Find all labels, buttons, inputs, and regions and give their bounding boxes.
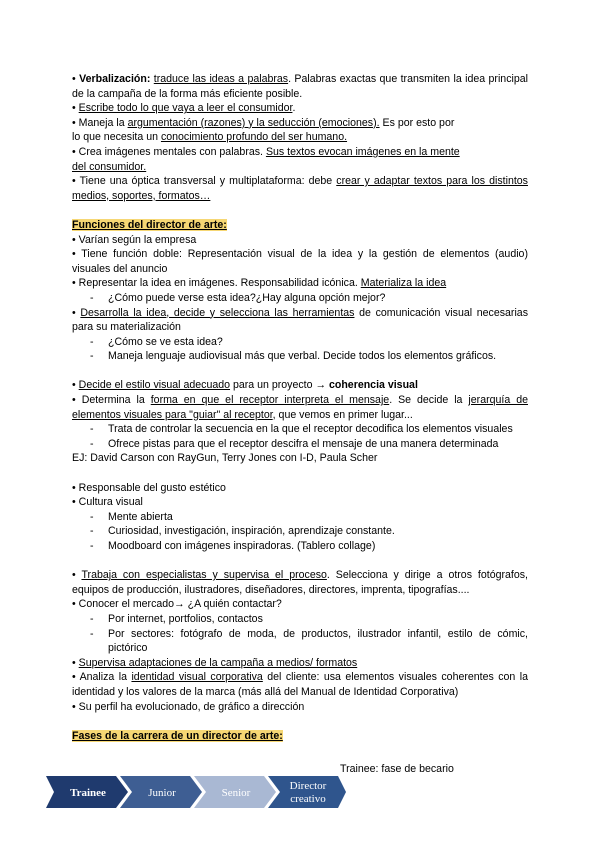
escribe-link: Escribe todo lo que vaya a leer el consumidor: [78, 102, 293, 115]
maneja-lenguaje-subitem: - Maneja lenguaje audiovisual más que verbal. Decide todos los elementos gráficos.: [72, 349, 528, 364]
determina-link2: jerarquía de elementos visuales para "guiar" al receptor: [72, 394, 528, 421]
bullet: •: [72, 145, 76, 158]
bullet: •: [72, 248, 76, 261]
escribe-rest: .: [292, 102, 296, 115]
responsable-item: [72, 481, 528, 496]
bullet: •: [72, 277, 76, 290]
desarrolla-link: Desarrolla la idea, decide y selecciona las herramientas: [80, 306, 355, 319]
determina-rest: , que vemos en primer lugar...: [272, 408, 413, 421]
determina-pre: Determina la: [81, 394, 151, 407]
como-se-ve-subitem: - ¿Cómo se ve esta idea?: [72, 335, 528, 350]
analiza-pre: Analiza la: [79, 671, 132, 684]
stage-director-label-1: Director: [289, 780, 327, 792]
maneja-link1: argumentación (razones) y la seducción (emociones).: [127, 116, 380, 129]
analiza-rest: del cliente: usa elementos visuales coherentes con la identidad y los valores de la marca (más allá del Manual de Identidad Corporativa): [72, 671, 528, 698]
maneja-paragraph: [72, 116, 528, 145]
funcion-doble-text: Tiene función doble: Representación visual de la idea y la gestión de elementos (audio) visuales del anuncio: [72, 248, 528, 275]
bullet: •: [72, 102, 76, 115]
conocer-item: [72, 597, 528, 612]
bullet: •: [72, 175, 76, 188]
stage-senior-label: Senior: [221, 787, 251, 799]
maneja-line2: lo que necesita un: [72, 131, 161, 144]
spacer: [72, 466, 528, 481]
bullet: •: [72, 306, 76, 319]
varian-text: Varían según la empresa: [78, 233, 197, 246]
fases-heading: Fases de la carrera de un director de arte:: [72, 729, 283, 742]
verbalizacion-link: traduce las ideas a palabras: [153, 73, 289, 85]
bullet: •: [72, 671, 76, 684]
optica-paragraph: [72, 174, 528, 203]
optica-pre: Tiene una óptica transversal y multiplataforma: debe: [79, 175, 337, 188]
trabaja-link: Trabaja con especialistas y supervisa el proceso: [81, 569, 327, 582]
spacer: [72, 554, 528, 569]
sectores-subitem: - Por sectores: fotógrafo de moda, de productos, ilustrador infantil, estilo de cómic, pictórico: [72, 627, 528, 656]
verbalizacion-paragraph: [72, 72, 528, 101]
varian-item: [72, 233, 528, 248]
bullet: •: [72, 481, 76, 494]
determina-mid: . Se decide la: [389, 394, 469, 407]
conocer-text: Conocer el mercado→ ¿A quién contactar?: [78, 598, 282, 611]
supervisa-item: [72, 656, 528, 671]
decide-estilo-bold: coherencia visual: [328, 379, 418, 392]
bullet: •: [72, 73, 76, 85]
supervisa-link: Supervisa adaptaciones de la campaña a medios/ formatos: [78, 656, 358, 669]
bullet: •: [72, 598, 76, 611]
responsable-text: Responsable del gusto estético: [78, 481, 226, 494]
trata-subitem: - Trata de controlar la secuencia en la que el receptor decodifica los elementos visuales: [72, 422, 528, 437]
stage-trainee-label: Trainee: [70, 787, 106, 799]
funciones-heading: Funciones del director de arte:: [72, 218, 227, 231]
determina-item: [72, 393, 528, 422]
decide-estilo-link: Decide el estilo visual adecuado: [78, 379, 231, 392]
crea-link2: del consumidor.: [72, 160, 147, 173]
trainee-note: Trainee: fase de becario: [340, 763, 454, 775]
funciones-heading-line: [72, 218, 528, 233]
verbalizacion-rest: . Palabras exactas que transmiten la idea principal de la campaña de la forma más eficiente posible.: [72, 73, 528, 100]
como-puede-subitem: - ¿Cómo puede verse esta idea?¿Hay alguna opción mejor?: [72, 291, 528, 306]
analiza-link: identidad visual corporativa: [131, 671, 263, 684]
escribe-paragraph: [72, 101, 528, 116]
spacer: [72, 714, 528, 729]
representar-pre: Representar la idea en imágenes. Responsabilidad icónica.: [78, 277, 361, 290]
bullet: •: [72, 700, 76, 713]
crea-pre: Crea imágenes mentales con palabras.: [78, 145, 266, 158]
determina-link1: forma en que el receptor interpreta el mensaje: [150, 394, 390, 407]
bullet: •: [72, 379, 76, 392]
stage-junior-label: Junior: [148, 787, 176, 799]
analiza-item: [72, 670, 528, 699]
bullet: •: [72, 233, 76, 246]
desarrolla-item: [72, 306, 528, 335]
trabaja-rest: . Selecciona y dirige a otros fotógrafos, equipos de producción, ilustradores, diseñadores, directores, imprenta, tipografías....: [72, 569, 528, 596]
decide-estilo-mid: para un proyecto →: [230, 379, 329, 392]
spacer: [72, 364, 528, 379]
mente-subitem: - Mente abierta: [72, 510, 528, 525]
curiosidad-subitem: - Curiosidad, investigación, inspiración, aprendizaje constante.: [72, 524, 528, 539]
maneja-pre: Maneja la: [78, 116, 128, 129]
perfil-text: Su perfil ha evolucionado, de gráfico a dirección: [78, 700, 305, 713]
document-body: [72, 72, 528, 743]
perfil-item: [72, 700, 528, 715]
trabaja-item: [72, 568, 528, 597]
bullet: •: [72, 569, 76, 582]
decide-estilo-item: [72, 378, 528, 393]
ofrece-subitem: - Ofrece pistas para que el receptor descifra el mensaje de una manera determinada: [72, 437, 528, 452]
career-stages-diagram: [46, 776, 346, 808]
spacer: [72, 203, 528, 218]
crea-link1: Sus textos evocan imágenes en la mente: [265, 145, 460, 158]
maneja-mid: Es por esto por: [379, 116, 455, 129]
bullet: •: [72, 116, 76, 129]
representar-link: Materializa la idea: [360, 277, 447, 290]
internet-subitem: - Por internet, portfolios, contactos: [72, 612, 528, 627]
moodboard-subitem: - Moodboard con imágenes inspiradoras. (Tablero collage): [72, 539, 528, 554]
maneja-link2: conocimiento profundo del ser humano.: [160, 131, 348, 144]
bullet: •: [72, 656, 76, 669]
bullet: •: [72, 394, 76, 407]
stage-director-label-2: creativo: [290, 793, 326, 805]
cultura-item: [72, 495, 528, 510]
cultura-text: Cultura visual: [78, 496, 143, 509]
fases-heading-line: [72, 729, 528, 744]
funcion-doble-item: [72, 247, 528, 276]
verbalizacion-title: Verbalización:: [79, 73, 151, 85]
ejemplos-line: EJ: David Carson con RayGun, Terry Jones con I-D, Paula Scher: [72, 452, 378, 465]
representar-item: [72, 276, 528, 291]
desarrolla-rest: de comunicación visual necesarias para su materialización: [72, 306, 528, 334]
optica-link: crear y adaptar textos para los distintos medios, soportes, formatos…: [72, 175, 528, 202]
crea-paragraph: [72, 145, 528, 174]
bullet: •: [72, 496, 76, 509]
